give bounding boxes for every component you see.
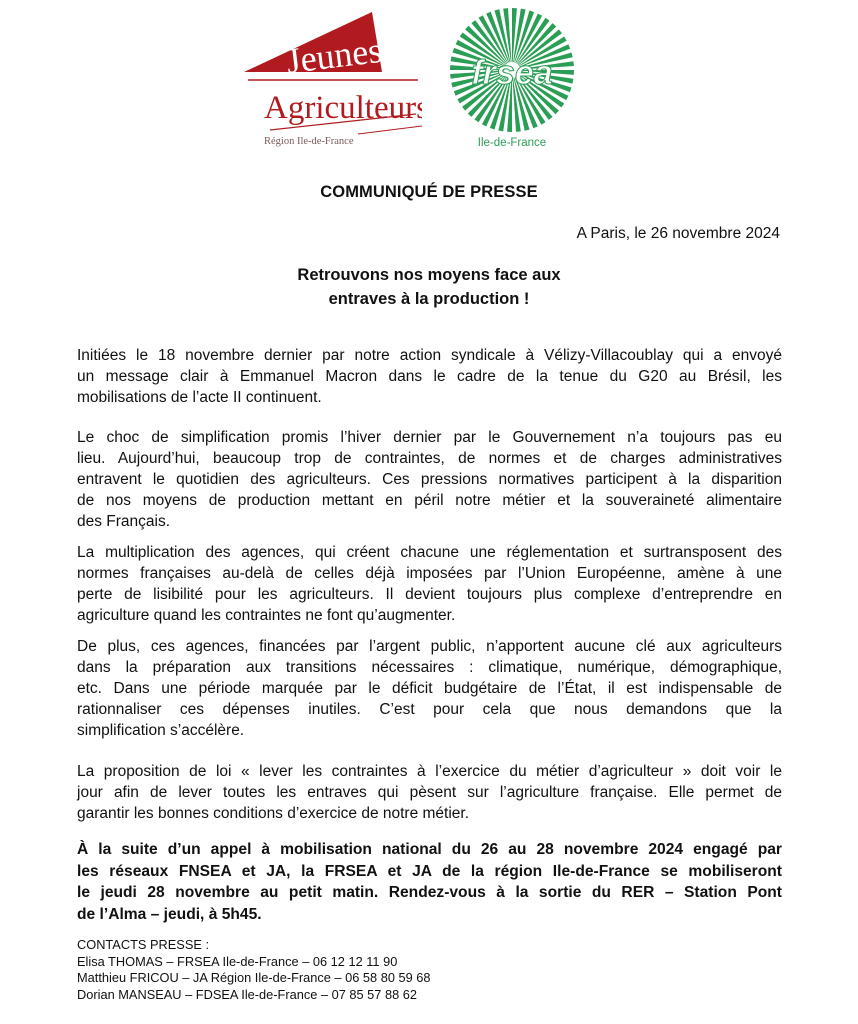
text-line: lieu. Aujourd’hui, beaucoup trop de contraintes, de normes et de charges administratives (77, 450, 782, 467)
contact-line: Dorian MANSEAU – FDSEA Ile-de-France – 07 85 57 88 62 (77, 986, 417, 1002)
svg-text:frsea: frsea (471, 54, 553, 92)
text-line: normes françaises au-delà de celles déjà imposées par l’Union Européenne, amène à une (77, 565, 782, 582)
contacts-heading: CONTACTS PRESSE : (77, 937, 210, 952)
text-line: À la suite d’un appel à mobilisation national du 26 au 28 novembre 2024 engagé par (77, 841, 782, 858)
paragraph-financement (77, 636, 782, 741)
text-line: perte de lisibilité pour les agriculteurs. Il devient toujours plus complexe d’entreprendre en (77, 586, 782, 603)
text-line: dans la préparation aux transitions nécessaires : climatique, numérique, démographique, (77, 659, 782, 676)
press-release-title: COMMUNIQUÉ DE PRESSE (320, 183, 538, 201)
text-line: Initiées le 18 novembre dernier par notre action syndicale à Vélizy-Villacoublay qui a envoyé (77, 347, 782, 364)
headline-line: entraves à la production ! (328, 290, 530, 308)
headline-line: Retrouvons nos moyens face aux (297, 266, 561, 284)
paragraph-simplification (77, 427, 782, 532)
jeunes-agriculteurs-logo (240, 6, 422, 148)
mobilisation-callout (77, 839, 782, 925)
dateline: A Paris, le 26 novembre 2024 (576, 225, 780, 242)
paragraph-intro (77, 345, 782, 408)
text-line: le jeudi 28 novembre au petit matin. Rendez-vous à la sortie du RER – Station Pont (77, 884, 782, 902)
text-line: etc. Dans une période marquée par le déficit budgétaire de l’État, il est indispensable de (77, 680, 782, 697)
text-line: simplification s’accélère. (77, 722, 245, 739)
svg-text:Agriculteurs: Agriculteurs (264, 90, 422, 126)
svg-text:Ile-de-France: Ile-de-France (477, 137, 547, 149)
text-line: de nos moyens de production mettant en péril notre métier et la souveraineté alimentaire (77, 492, 782, 509)
text-line: un message clair à Emmanuel Macron dans le cadre de la tenue du G20 au Brésil, les (77, 368, 782, 385)
paragraph-proposition-loi (77, 761, 782, 824)
text-line: de l’Alma – jeudi, à 5h45. (77, 905, 262, 923)
text-line: rationnaliser ces dépenses inutiles. C’est pour cela que nous demandons que la (77, 701, 782, 718)
text-line: Le choc de simplification promis l’hiver dernier par le Gouvernement n’a toujours pas eu (77, 429, 782, 446)
text-line: entravent le quotidien des agriculteurs. Ces pressions normatives participent à la disparition (77, 471, 782, 488)
svg-text:Région Ile-de-France: Région Ile-de-France (264, 136, 354, 147)
svg-text:Jeunes: Jeunes (284, 29, 385, 82)
text-line: De plus, ces agences, financées par l’argent public, n’apportent aucune clé aux agriculteurs (77, 638, 782, 655)
frsea-logo (446, 4, 578, 150)
paragraph-agences (77, 542, 782, 626)
text-line: agriculture quand les contraintes ne font qu’augmenter. (77, 607, 456, 624)
text-line: mobilisations de l’acte II continuent. (77, 389, 322, 406)
text-line: La multiplication des agences, qui créent chacune une réglementation et surtransposent des (77, 544, 782, 561)
text-line: des Français. (77, 513, 171, 530)
headline (0, 263, 858, 311)
text-line: La proposition de loi « lever les contraintes à l’exercice du métier d’agriculteur » doit voir le (77, 763, 782, 780)
press-contacts (77, 937, 431, 1003)
contact-line: Matthieu FRICOU – JA Région Ile-de-France – 06 58 80 59 68 (77, 970, 431, 986)
text-line: garantir les bonnes conditions d’exercice de notre métier. (77, 805, 470, 822)
text-line: jour afin de lever toutes les entraves qui pèsent sur l’agriculture française. Elle permet de (77, 784, 782, 801)
text-line: les réseaux FNSEA et JA, la FRSEA et JA de la région Ile-de-France se mobiliseront (77, 862, 782, 880)
contact-line: Elisa THOMAS – FRSEA Ile-de-France – 06 12 12 11 90 (77, 953, 398, 969)
